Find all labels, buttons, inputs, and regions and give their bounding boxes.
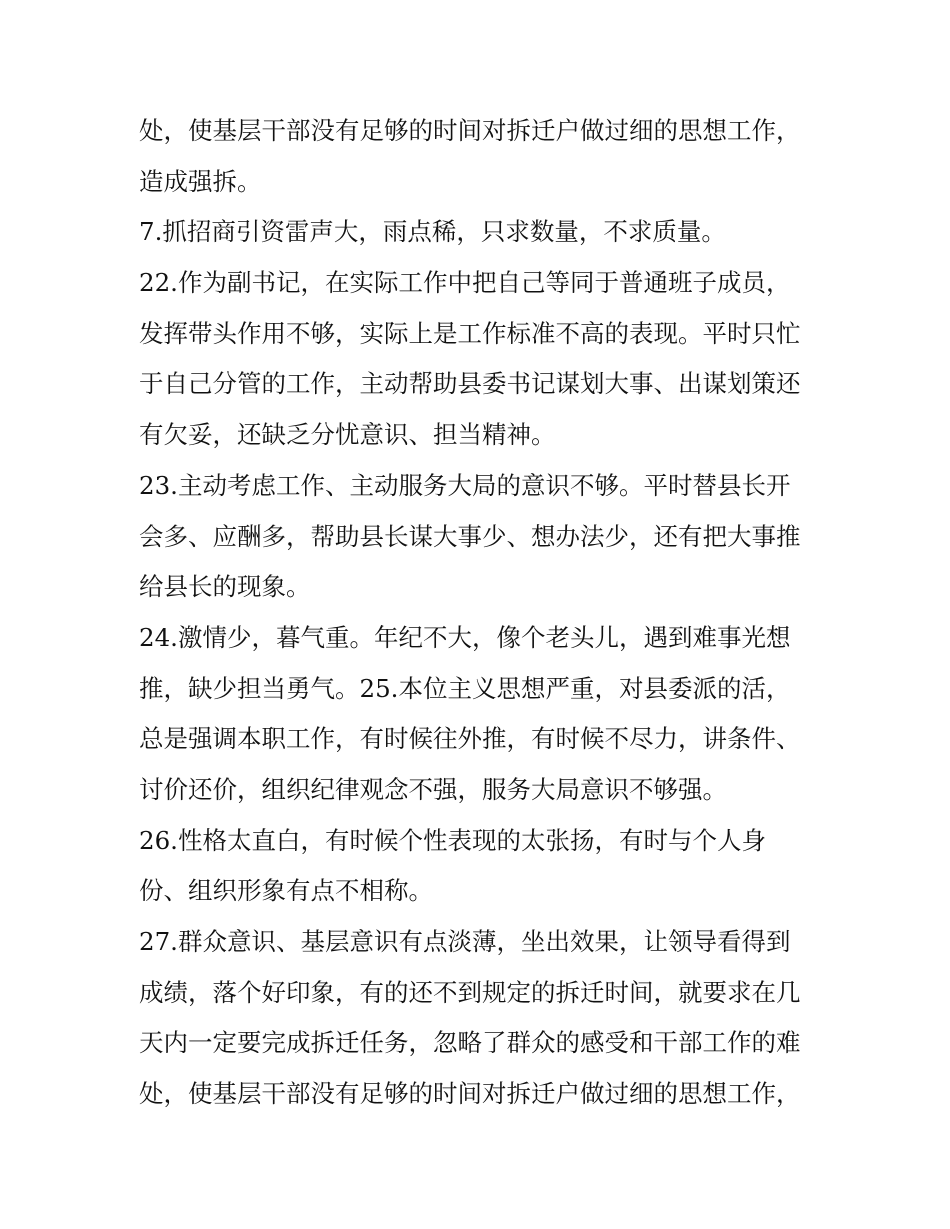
text-line: 天内一定要完成拆迁任务，忽略了群众的感受和干部工作的难	[139, 1028, 801, 1058]
text-line: 总是强调本职工作，有时候往外推，有时候不尽力，讲条件、	[139, 724, 801, 754]
text-line: 会多、应酬多，帮助县长谋大事少、想办法少，还有把大事推	[139, 521, 801, 551]
text-line: 处，使基层干部没有足够的时间对拆迁户做过细的思想工作，	[139, 116, 801, 145]
text-line: 23.主动考虑工作、主动服务大局的意识不够。平时替县长开	[139, 470, 791, 500]
text-line: 有欠妥，还缺乏分忧意识、担当精神。	[139, 420, 556, 450]
text-line: 推，缺少担当勇气。25.本位主义思想严重，对县委派的活，	[139, 673, 791, 703]
text-line: 造成强拆。	[139, 166, 262, 196]
text-line: 处，使基层干部没有足够的时间对拆迁户做过细的思想工作，	[139, 1079, 801, 1109]
text-line: 成绩，落个好印象，有的还不到规定的拆迁时间，就要求在几	[139, 977, 801, 1007]
text-line: 份、组织形象有点不相称。	[139, 876, 433, 906]
text-line: 26.性格太直白，有时候个性表现的太张扬，有时与个人身	[139, 825, 766, 855]
text-line: 给县长的现象。	[139, 572, 311, 602]
text-line: 发挥带头作用不够，实际上是工作标准不高的表现。平时只忙	[139, 318, 801, 348]
text-line: 22.作为副书记，在实际工作中把自己等同于普通班子成员，	[139, 268, 791, 298]
document-body	[139, 106, 829, 1120]
text-line: 讨价还价，组织纪律观念不强，服务大局意识不够强。	[139, 774, 727, 804]
text-line: 于自己分管的工作，主动帮助县委书记谋划大事、出谋划策还	[139, 369, 801, 399]
text-line: 27.群众意识、基层意识有点淡薄，坐出效果，让领导看得到	[139, 927, 791, 956]
text-line: 7.抓招商引资雷声大，雨点稀，只求数量，不求质量。	[139, 217, 726, 247]
text-line: 24.激情少，暮气重。年纪不大，像个老头儿，遇到难事光想	[139, 622, 791, 652]
